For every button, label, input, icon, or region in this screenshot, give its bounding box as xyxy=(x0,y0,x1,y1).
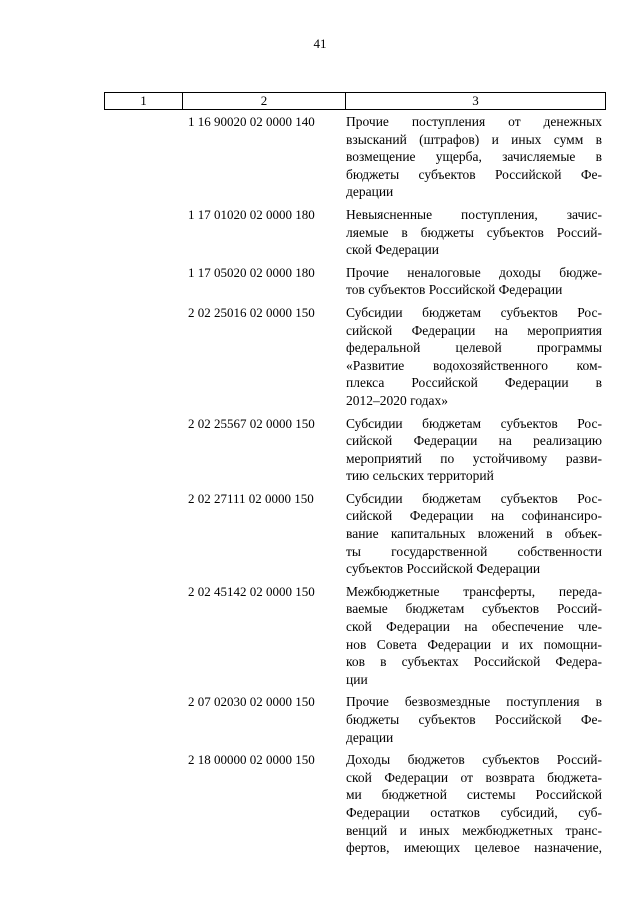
table-row xyxy=(104,583,602,689)
description-line: Доходы бюджетов субъектов Россий- xyxy=(346,752,602,768)
table-row xyxy=(104,693,602,746)
revenue-code: 1 16 90020 02 0000 140 xyxy=(188,114,315,129)
table-row xyxy=(104,751,602,857)
table-body xyxy=(104,113,602,862)
description-line: «Развитие водохозяйственного ком- xyxy=(346,357,602,373)
revenue-code: 2 02 27111 02 0000 150 xyxy=(188,490,314,506)
column-header-1: 1 xyxy=(105,93,183,110)
column-header-table xyxy=(104,92,606,110)
description-line: 2012–2020 годах» xyxy=(346,392,449,408)
description-line: ской Федерации на обеспечение чле- xyxy=(346,619,602,635)
revenue-description xyxy=(343,693,602,746)
description-line: Субсидии бюджетам субъектов Рос- xyxy=(346,304,602,320)
revenue-code: 1 17 01020 02 0000 180 xyxy=(188,206,315,222)
description-line: сийской Федерации на мероприятия xyxy=(346,322,602,338)
description-line: бюджеты субъектов Российской Фе- xyxy=(346,712,602,727)
revenue-description xyxy=(343,206,602,259)
description-line: Прочие поступления от денежных xyxy=(346,114,602,129)
description-line: Межбюджетные трансферты, переда- xyxy=(346,583,602,599)
description-line: плекса Российской Федерации в xyxy=(346,375,602,391)
description-line: ской Федерации xyxy=(346,242,439,258)
description-line: субъектов Российской Федерации xyxy=(346,561,541,577)
description-line: венций и иных межбюджетных транс- xyxy=(346,822,602,838)
description-line: федеральной целевой программы xyxy=(346,340,602,356)
description-line: дерации xyxy=(346,184,394,200)
description-line: взысканий (штрафов) и иных сумм в xyxy=(346,131,602,147)
revenue-description xyxy=(343,113,602,201)
revenue-description xyxy=(343,751,602,857)
revenue-code: 1 17 05020 02 0000 180 xyxy=(188,264,315,280)
description-line: нов Совета Федерации и их помощни- xyxy=(346,636,602,652)
revenue-description xyxy=(343,304,602,410)
description-line: ской Федерации от возврата бюджета- xyxy=(346,769,602,785)
revenue-code: 2 07 02030 02 0000 150 xyxy=(188,694,315,710)
description-line: ляемые в бюджеты субъектов Россий- xyxy=(346,224,602,240)
description-line: возмещение ущерба, зачисляемые в xyxy=(346,149,602,165)
revenue-code: 2 02 25567 02 0000 150 xyxy=(188,415,315,431)
revenue-code: 2 02 45142 02 0000 150 xyxy=(188,583,315,599)
description-line: Невыясненные поступления, зачис- xyxy=(346,206,602,222)
table-row xyxy=(104,415,602,485)
description-line: тов субъектов Российской Федерации xyxy=(346,282,563,298)
column-header-3: 3 xyxy=(346,93,606,110)
revenue-code: 2 18 00000 02 0000 150 xyxy=(188,752,315,768)
description-line: мероприятий по устойчивому разви- xyxy=(346,450,602,466)
description-line: дерации xyxy=(346,729,394,745)
description-line: Субсидии бюджетам субъектов Рос- xyxy=(346,415,602,431)
description-line: Прочие безвозмездные поступления в xyxy=(346,694,602,710)
revenue-description xyxy=(343,583,602,689)
revenue-description xyxy=(343,490,602,578)
column-header-row xyxy=(105,93,606,110)
description-line: ков в субъектах Российской Федера- xyxy=(346,654,602,670)
column-header-2: 2 xyxy=(183,93,346,110)
revenue-description xyxy=(343,264,602,299)
description-line: фертов, имеющих целевое назначение, xyxy=(346,840,602,856)
description-line: Федерации остатков субсидий, суб- xyxy=(346,804,602,820)
description-line: сийской Федерации на софинансиро- xyxy=(346,508,602,524)
description-line: бюджеты субъектов Российской Фе- xyxy=(346,166,602,182)
description-line: ты государственной собственности xyxy=(346,543,602,559)
description-line: ции xyxy=(346,671,368,687)
description-line: тию сельских территорий xyxy=(346,468,494,484)
description-line: Субсидии бюджетам субъектов Рос- xyxy=(346,490,602,506)
table-row xyxy=(104,490,602,578)
table-row xyxy=(104,264,602,299)
page-number: 41 xyxy=(313,36,327,51)
table-row xyxy=(104,113,602,201)
description-line: вание капитальных вложений в объек- xyxy=(346,526,602,542)
description-line: сийской Федерации на реализацию xyxy=(346,433,602,449)
table-row xyxy=(104,206,602,259)
description-line: ми бюджетной системы Российской xyxy=(346,787,602,803)
description-line: Прочие неналоговые доходы бюдже- xyxy=(346,264,602,280)
revenue-code: 2 02 25016 02 0000 150 xyxy=(188,304,315,320)
revenue-description xyxy=(343,415,602,485)
description-line: ваемые бюджетам субъектов Россий- xyxy=(346,601,602,617)
table-row xyxy=(104,304,602,410)
